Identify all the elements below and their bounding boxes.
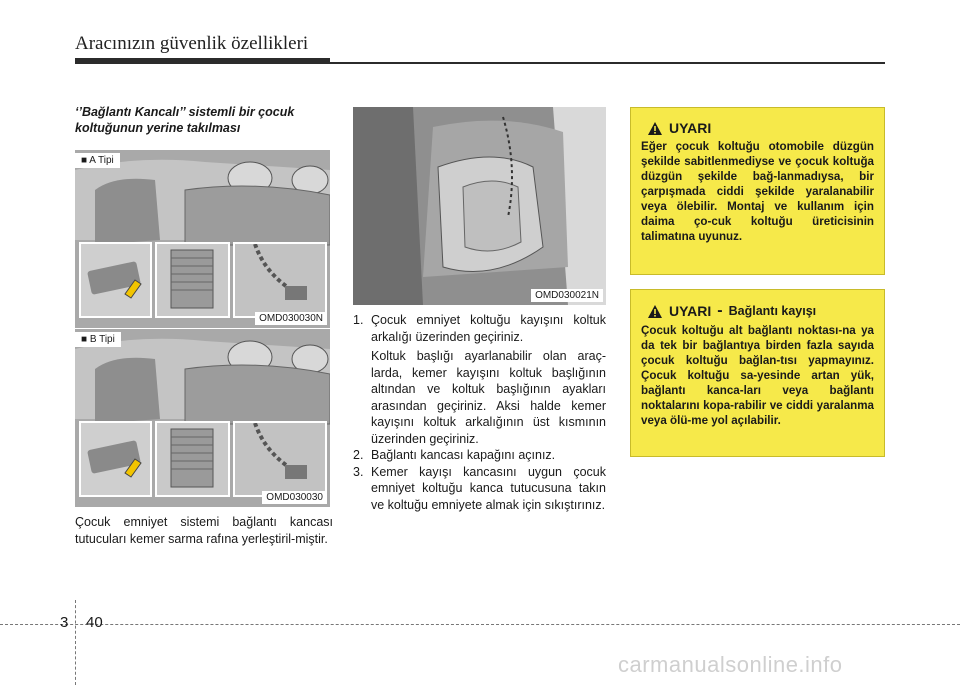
warning-title: UYARI xyxy=(669,303,712,319)
warning-subtitle: Bağlantı kayışı xyxy=(728,304,817,318)
footer-crop-line-horizontal xyxy=(0,624,960,625)
tether-hook-thumb-b xyxy=(233,421,327,497)
step-number: 1. xyxy=(353,313,364,327)
tether-hook-icon xyxy=(235,244,325,316)
step-number: 2. xyxy=(353,448,364,462)
figure-type-a xyxy=(75,150,330,328)
step-text: Çocuk emniyet koltuğu kayışını koltuk arkalığı üzerinden geçiriniz. xyxy=(371,313,606,344)
warning-box-tether xyxy=(630,289,885,457)
child-seat-illustration xyxy=(353,107,606,305)
warning-box-general xyxy=(630,107,885,275)
warning-text: Çocuk koltuğu alt bağlantı noktası-na ya da tek bir bağlantıya birden fazla sayıda çocuk koltuğu bağlan-tısı yapmayınız. Çocuk koltuğu sa-yesinde artan yük, bağlantı kanca-ları veya bağlantı noktalarını kopa-rabilir ve ciddi yaralanma veya ölü-me yol açılabilir. xyxy=(641,324,874,427)
step-item xyxy=(353,464,606,514)
warning-triangle-icon xyxy=(647,304,663,319)
step-text: Bağlantı kancası kapağını açınız. xyxy=(371,448,556,462)
warning-triangle-icon xyxy=(647,121,663,136)
warning-header xyxy=(647,302,874,320)
page-header-title: Aracınızın güvenlik özellikleri xyxy=(75,33,309,54)
chapter-number: 3 xyxy=(60,614,69,631)
step-item xyxy=(353,312,606,447)
header-rule-thin xyxy=(75,62,885,64)
figure-type-b xyxy=(75,329,330,507)
figure-label-type-a: ■ A Tipi xyxy=(75,153,120,168)
figure-label-type-b: ■ B Tipi xyxy=(75,332,121,347)
anchor-cover-icon xyxy=(81,244,150,316)
shelf-cradle-icon xyxy=(157,244,228,316)
step-extra-text: Koltuk başlığı ayarlanabilir olan araç-larda, kemer kayışını koltuk başlığının altından ve koltuk başlığının ayakları arasından geçiriniz. Aksi halde kemer kayışını koltuk arkalığının üst kısmının üzerinden geçiriniz. xyxy=(371,349,606,446)
warning-title: UYARI xyxy=(669,120,712,136)
watermark: carmanualsonline.info xyxy=(618,652,843,677)
tether-hook-icon xyxy=(235,423,325,495)
shelf-cradle-icon xyxy=(157,423,228,495)
figure-code-child-seat: OMD030021N xyxy=(531,289,603,302)
anchor-cradle-thumb-b xyxy=(155,421,230,497)
tether-hook-thumb-a xyxy=(233,242,327,318)
section-heading: ‘’Bağlantı Kancalı’’ sistemli bir çocuk koltuğunun yerine takılması xyxy=(75,105,295,135)
step-item xyxy=(353,447,606,464)
anchor-cradle-thumb-a xyxy=(155,242,230,318)
anchor-cover-thumb-b xyxy=(79,421,152,497)
anchor-cover-icon xyxy=(81,423,150,495)
anchor-cover-thumb-a xyxy=(79,242,152,318)
figure-code-type-b: OMD030030 xyxy=(262,491,327,504)
warning-text: Eğer çocuk koltuğu otomobile düzgün şekilde sabitlenmediyse ve çocuk koltuğa düzgün şekilde bağ-lanmadıysa, bir çarpışmada ciddi şekilde yaralanabilir veya ölebilir. Montaj ve kullanım için daima ço-cuk koltuğu üreticisinin talimatına uyunuz. xyxy=(641,140,874,243)
warning-header xyxy=(647,120,874,136)
left-paragraph: Çocuk emniyet sistemi bağlantı kancası tutucuları kemer sarma rafına yerleştiril-miştir. xyxy=(75,515,333,546)
step-text: Kemer kayışı kancasını uygun çocuk emniyet koltuğu kanca tutucusuna takın ve koltuğu emniyete almak için sıkıştırınız. xyxy=(371,464,606,512)
figure-code-type-a: OMD030030N xyxy=(255,312,327,325)
page-number: 40 xyxy=(86,614,103,631)
step-number: 3. xyxy=(353,464,364,479)
footer-crop-line-vertical xyxy=(75,600,76,685)
instruction-steps xyxy=(353,312,606,513)
warning-title-dash: - xyxy=(717,302,723,319)
figure-child-seat xyxy=(353,107,606,305)
